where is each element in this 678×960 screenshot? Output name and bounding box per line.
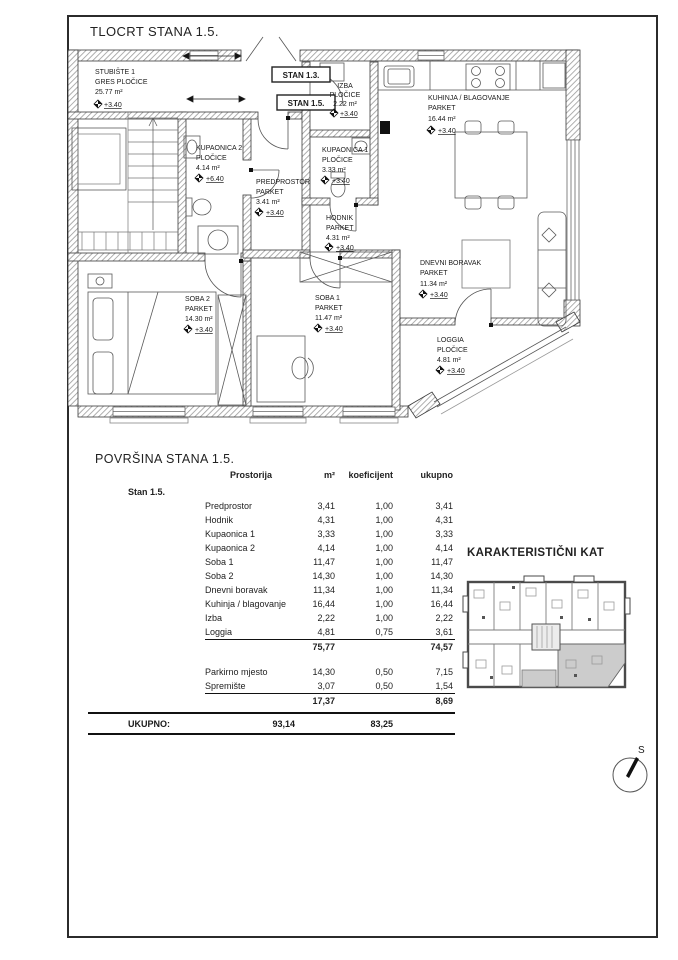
row-name: Predprostor: [205, 501, 253, 511]
svg-text:PARKET: PARKET: [256, 189, 284, 196]
subtotal-row-2: [205, 694, 455, 708]
elevation-marker: [427, 126, 435, 134]
svg-text:LOGGIA: LOGGIA: [437, 337, 464, 344]
svg-text:+3.40: +3.40: [447, 368, 465, 375]
row-m2: 4,81: [317, 627, 335, 637]
subtotal-ukupno: 74,57: [430, 642, 453, 652]
compass-needle: [626, 757, 639, 778]
total-ukupno: 83,25: [370, 718, 393, 729]
total-row: [88, 716, 455, 731]
total-band: [88, 712, 455, 735]
table-row: [205, 499, 455, 513]
room-label-loggia: [436, 337, 468, 375]
table-row: [205, 569, 455, 583]
elevation-marker: [419, 290, 427, 298]
svg-text:SOBA 1: SOBA 1: [315, 295, 340, 302]
row-name: Dnevni boravak: [205, 585, 268, 595]
svg-text:PLOČICE: PLOČICE: [329, 92, 361, 99]
row-m2: 3,07: [317, 681, 335, 691]
fridge-icon: [543, 63, 565, 88]
svg-text:PARKET: PARKET: [420, 270, 448, 277]
svg-text:PLOČICE: PLOČICE: [437, 347, 468, 354]
svg-text:4.81 m²: 4.81 m²: [437, 357, 461, 364]
subtotal-ukupno: 8,69: [435, 696, 453, 706]
row-name: Izba: [205, 613, 223, 623]
table-row: [205, 541, 455, 555]
table-row: [205, 527, 455, 541]
row-ukupno: 11,47: [431, 557, 453, 567]
subtotal-m2: 17,37: [312, 696, 335, 706]
svg-text:4.31 m²: 4.31 m²: [326, 235, 350, 242]
row-name: Spremište: [205, 681, 246, 691]
row-koef: 1,00: [375, 543, 393, 553]
row-koef: 0,50: [375, 681, 393, 691]
table-row: [205, 597, 455, 611]
total-m2: 93,14: [272, 718, 295, 729]
bathroom2-fixtures: [184, 136, 238, 254]
sofa: [538, 212, 566, 326]
row-name: Parkirno mjesto: [205, 667, 268, 677]
row-ukupno: 3,61: [435, 627, 453, 637]
svg-text:PLOČICE: PLOČICE: [196, 155, 227, 162]
row-koef: 1,00: [375, 571, 393, 581]
elevation-marker: [436, 366, 444, 374]
table-row: [205, 611, 455, 625]
room-label-soba2: [184, 296, 213, 334]
header-koeficijent: koeficijent: [348, 470, 393, 480]
stair-core: [72, 112, 178, 253]
svg-text:3.41 m²: 3.41 m²: [256, 199, 280, 206]
room-label-hodnik: [325, 215, 354, 252]
north-arrow: [600, 735, 664, 801]
row-m2: 11,47: [313, 557, 335, 567]
svg-text:+3.40: +3.40: [430, 292, 448, 299]
bed-soba2: [88, 274, 216, 394]
subtotal-row-1: [205, 640, 455, 654]
svg-text:IZBA: IZBA: [337, 83, 353, 90]
svg-text:+3.40: +3.40: [266, 210, 284, 217]
elevation-marker: [195, 174, 203, 182]
svg-text:PARKET: PARKET: [315, 305, 343, 312]
row-koef: 1,00: [375, 613, 393, 623]
row-m2: 14,30: [312, 571, 335, 581]
header-prostorija: Prostorija: [229, 470, 272, 480]
row-m2: 3,33: [317, 529, 335, 539]
elevation-marker: [255, 208, 263, 216]
keyplan-title: KARAKTERISTIČNI KAT: [467, 547, 605, 559]
svg-text:PLOČICE: PLOČICE: [322, 157, 353, 164]
svg-text:SOBA 2: SOBA 2: [185, 296, 210, 303]
row-name: Soba 1: [205, 557, 234, 567]
row-ukupno: 1,54: [435, 681, 453, 691]
svg-text:KUPAONICA 1: KUPAONICA 1: [322, 147, 369, 154]
row-name: Kuhinja / blagovanje: [205, 599, 287, 609]
row-koef: 0,75: [375, 627, 393, 637]
svg-text:+6.40: +6.40: [206, 176, 224, 183]
svg-text:PARKET: PARKET: [428, 105, 456, 112]
row-ukupno: 3,41: [435, 501, 453, 511]
row-koef: 1,00: [375, 585, 393, 595]
row-m2: 11,34: [313, 585, 335, 595]
svg-text:+3.40: +3.40: [438, 128, 456, 135]
row-ukupno: 3,33: [435, 529, 453, 539]
row-ukupno: 16,44: [430, 599, 453, 609]
row-koef: 0,50: [375, 667, 393, 677]
header-ukupno: ukupno: [420, 470, 453, 480]
table-row: [205, 625, 455, 639]
total-label: UKUPNO:: [128, 718, 170, 729]
svg-text:16.44 m²: 16.44 m²: [428, 116, 456, 123]
row-koef: 1,00: [375, 557, 393, 567]
unit-box-stan-1-3: STAN 1.3.: [282, 71, 320, 80]
svg-text:3.33 m²: 3.33 m²: [322, 167, 346, 174]
svg-text:+3.40: +3.40: [104, 102, 122, 109]
dining-table: [455, 121, 527, 209]
stove-icon: [466, 64, 510, 90]
desk-chair-soba1: [257, 336, 313, 402]
table-title: POVRŠINA STANA 1.5.: [95, 452, 235, 466]
room-label-soba1: [314, 295, 343, 333]
table-header: [205, 469, 455, 481]
row-koef: 1,00: [375, 529, 393, 539]
svg-text:+3.40: +3.40: [340, 111, 358, 118]
wardrobe-soba2: [218, 295, 246, 405]
floor-plan: [0, 0, 678, 450]
row-ukupno: 14,30: [430, 571, 453, 581]
svg-text:11.34 m²: 11.34 m²: [420, 281, 448, 288]
room-label-kuhinja: [427, 95, 510, 135]
table-row: [205, 679, 455, 693]
row-koef: 1,00: [375, 501, 393, 511]
svg-text:DNEVNI BORAVAK: DNEVNI BORAVAK: [420, 260, 482, 267]
elevation-marker: [314, 324, 322, 332]
svg-text:PREDPROSTOR: PREDPROSTOR: [256, 179, 310, 186]
svg-text:11.47 m²: 11.47 m²: [315, 315, 343, 322]
unit-label-boxes: [272, 67, 335, 110]
table-row: [205, 555, 455, 569]
row-m2: 3,41: [317, 501, 335, 511]
room-label-izba: [330, 83, 361, 118]
row-m2: 2,22: [317, 613, 335, 623]
row-ukupno: 4,14: [435, 543, 453, 553]
svg-text:4.14 m²: 4.14 m²: [196, 165, 220, 172]
row-m2: 4,31: [317, 515, 335, 525]
svg-text:PARKET: PARKET: [326, 225, 354, 232]
kitchen-counter: [320, 61, 566, 90]
svg-text:+3.40: +3.40: [336, 245, 354, 252]
room-label-stubiste: [94, 67, 148, 109]
svg-text:+3.40: +3.40: [325, 326, 343, 333]
row-ukupno: 11,34: [431, 585, 453, 595]
svg-text:KUPAONICA 2: KUPAONICA 2: [196, 145, 243, 152]
keyplan-thumbnail: [462, 572, 634, 702]
unit-box-stan-1-5: STAN 1.5.: [287, 99, 325, 108]
svg-text:GRES PLOČICE: GRES PLOČICE: [95, 79, 148, 86]
room-label-dnevni: [419, 260, 482, 299]
svg-text:PARKET: PARKET: [185, 306, 213, 313]
row-name: Loggia: [205, 627, 233, 637]
row-koef: 1,00: [375, 599, 393, 609]
subtotal-m2: 75,77: [312, 642, 335, 652]
row-name: Hodnik: [205, 515, 234, 525]
svg-text:+3.40: +3.40: [332, 178, 350, 185]
table-row: [205, 665, 455, 679]
svg-text:25.77 m²: 25.77 m²: [95, 89, 123, 96]
svg-text:KUHINJA / BLAGOVANJE: KUHINJA / BLAGOVANJE: [428, 95, 510, 102]
room-label-kupaonica1: [321, 147, 368, 185]
stair-core-thumb: [532, 624, 560, 650]
room-label-kupaonica2: [195, 145, 242, 183]
row-m2: 14,30: [312, 667, 335, 677]
row-name: Kupaonica 1: [205, 529, 256, 539]
row-name: Soba 2: [205, 571, 234, 581]
header-m2: m²: [324, 470, 335, 480]
row-ukupno: 2,22: [435, 613, 453, 623]
svg-text:STUBIŠTE 1: STUBIŠTE 1: [95, 69, 136, 76]
elevation-marker: [321, 176, 329, 184]
table-group-label: Stan 1.5.: [128, 487, 166, 497]
svg-text:14.30 m²: 14.30 m²: [185, 316, 213, 323]
svg-text:2.22 m²: 2.22 m²: [333, 101, 357, 108]
row-name: Kupaonica 2: [205, 543, 256, 553]
compass-label: S: [638, 745, 645, 756]
table-row: [205, 583, 455, 597]
elevation-marker: [94, 100, 102, 108]
row-m2: 4,14: [317, 543, 335, 553]
svg-text:HODNIK: HODNIK: [326, 215, 354, 222]
row-ukupno: 4,31: [435, 515, 453, 525]
areas-table: [205, 469, 455, 708]
table-row: [205, 513, 455, 527]
svg-text:+3.40: +3.40: [195, 327, 213, 334]
elevation-marker: [184, 325, 192, 333]
row-koef: 1,00: [375, 515, 393, 525]
plan-title: TLOCRT STANA 1.5.: [90, 24, 219, 39]
row-ukupno: 7,15: [435, 667, 453, 677]
elevation-marker: [325, 243, 333, 251]
row-m2: 16,44: [312, 599, 335, 609]
